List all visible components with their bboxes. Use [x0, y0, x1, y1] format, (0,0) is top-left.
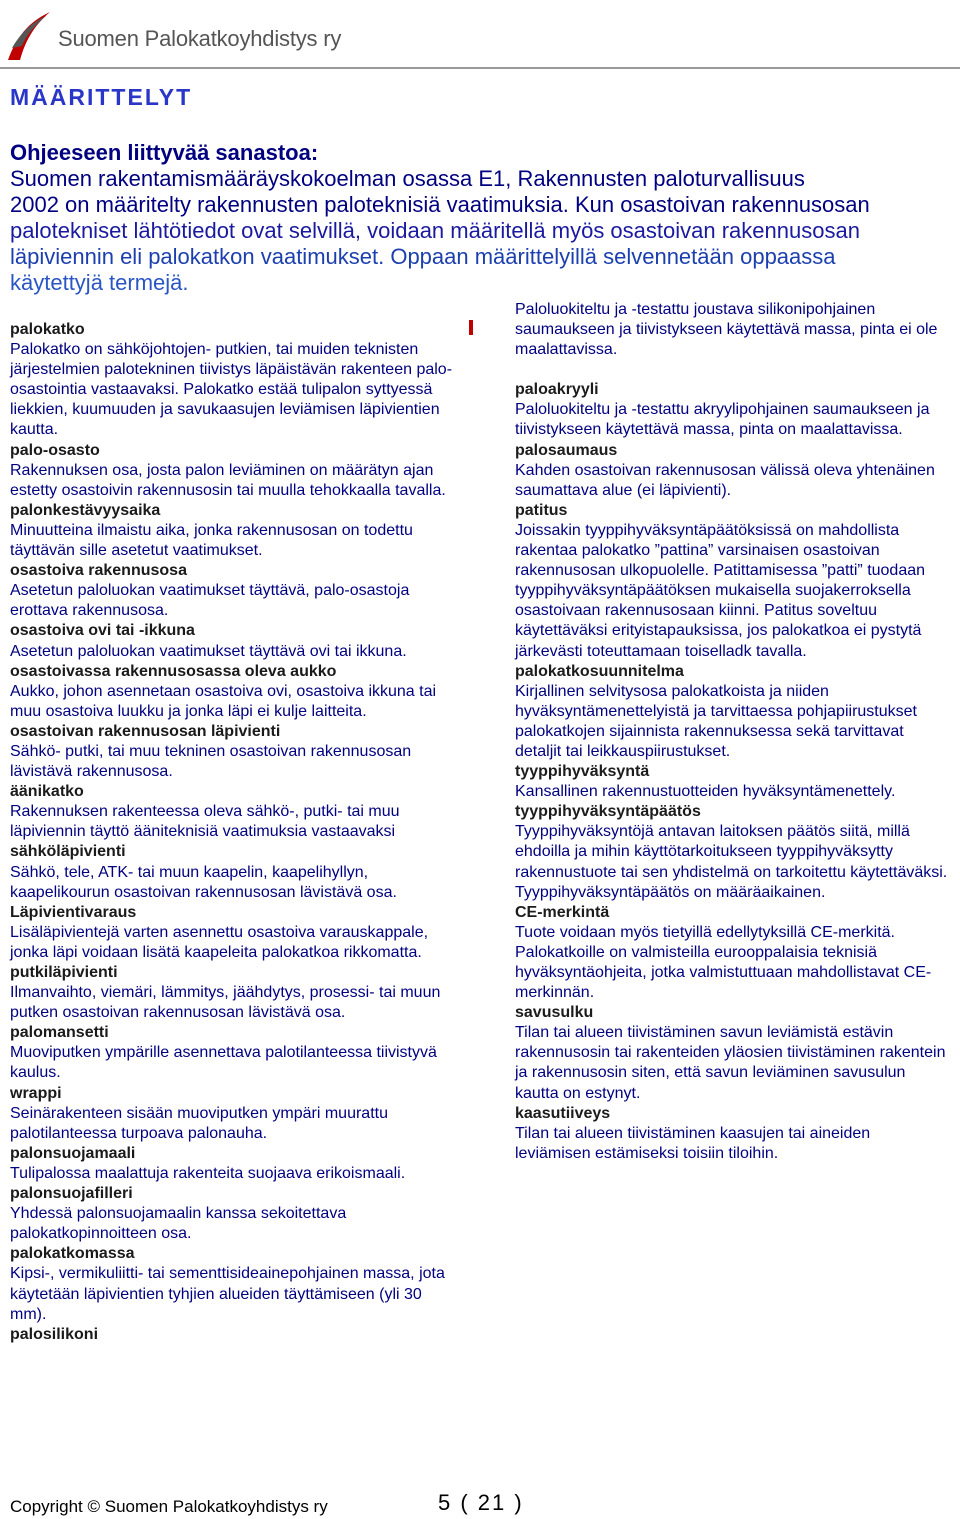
column-marker — [469, 320, 473, 335]
term-definition: Lisäläpivientejä varten asennettu osastoiva varauskappale, jonka läpi voidaan lisätä kaapeleita palokatkoa rikkomatta. — [10, 923, 429, 961]
term-heading: palonkestävyysaika — [10, 501, 161, 519]
term-definition: Tilan tai alueen tiivistäminen kaasujen tai aineiden leviämisen estämiseksi toisiin tiloihin. — [515, 1124, 871, 1162]
term-heading: palokatko — [10, 321, 85, 338]
term-heading: putkiläpivienti — [10, 964, 118, 981]
intro-paragraph — [10, 166, 945, 296]
logo-text: Suomen Palokatkoyhdistys ry — [58, 26, 342, 51]
term-heading: savusulku — [515, 1004, 594, 1022]
term-heading: tyyppihyväksyntä — [515, 763, 650, 781]
term-heading: palomansetti — [10, 1024, 109, 1042]
term-heading: CE-merkintä — [515, 903, 610, 921]
term-definition: Joissakin tyyppihyväksyntäpäätöksissä on mahdollista rakentaa palokatko ”pattina” varsinaisen osastoivan rakennusosan ulkopuolelle. Patittamisessa ”patti” tuodaan tyyppihyväksyntäpäätöksen mukaisella suojakerroksella osastoivaan rakennusosaan kiinni. Patitus soveltuu käytettäväksi erityistapauksissa, jos palokatkoa ei pystytä järkevästi toteuttamaan toiselladk tavalla. — [515, 521, 926, 660]
intro-line: 2002 on määritelty rakennusten paloteknisiä vaatimuksia. Kun osastoivan rakennusosan — [10, 192, 870, 217]
term-heading: wrappi — [10, 1084, 62, 1102]
term-definition: Rakennuksen rakenteessa oleva sähkö-, putki- tai muu läpiviennin täyttö ääniteknisiä vaatimuksia vastaavaksi — [10, 803, 400, 841]
term-definition: Rakennuksen osa, josta palon leviäminen on määrätyn ajan estetty osastoivin rakennusosin tai muulla tehokkaalla tavalla. — [10, 461, 446, 499]
term-heading: palonsuojafilleri — [10, 1185, 133, 1203]
term-definition: Sähkö- putki, tai muu tekninen osastoivan rakennusosan lävistävä rakennusosa. — [10, 742, 412, 781]
intro-line: läpiviennin eli palokatkon vaatimukset. Oppaan määrittelyillä selvennetään oppaassa — [10, 244, 836, 269]
term-definition: Seinärakenteen sisään muoviputken ympäri muurattu palotilanteessa turpoava palonauha. — [10, 1104, 388, 1142]
term-definition: Yhdessä palonsuojamaalin kanssa sekoitettava palokatkopinnoitteen osa. — [10, 1205, 347, 1243]
intro-heading: Ohjeeseen liittyvää sanastoa: — [10, 140, 319, 165]
right-column — [515, 300, 950, 1164]
term-definition: Aukko, johon asennetaan osastoiva ovi, osastoiva ikkuna tai muu osastoiva luukku ja jonka läpi ei kulje laitteita. — [10, 682, 437, 720]
page-number: 5 ( 21 ) — [438, 1490, 524, 1515]
term-heading: palonsuojamaali — [10, 1144, 136, 1162]
organization-logo — [6, 4, 606, 68]
term-definition: Paloluokiteltu ja -testattu akryylipohjainen saumaukseen ja tiivistykseen käytettävä massa, pinta on maalattavissa. — [515, 401, 930, 439]
left-column — [10, 320, 460, 1345]
term-definition: Kirjallinen selvitysosa palokatkoista ja niiden hyväksyntämenettelyistä ja tarvittaessa pohjapiirustukset palokatkojen sijainnista rakennuksessa sekä tarvittavat detaljit tai leikkauspiirustukset. — [515, 682, 917, 760]
term-heading: sähköläpivienti — [10, 843, 126, 861]
term-heading: osastoivassa rakennusosassa oleva aukko — [10, 662, 337, 680]
term-heading: osastoiva rakennusosa — [10, 562, 187, 580]
term-heading: Läpivientivaraus — [10, 903, 137, 921]
intro-line: palotekniset lähtötiedot ovat selvillä, voidaan määritellä myös osastoivan rakennusosan — [10, 218, 860, 243]
term-heading: osastoivan rakennusosan läpivienti — [10, 722, 281, 740]
term-definition: Ilmanvaihto, viemäri, lämmitys, jäähdytys, prosessi- tai muun putken osastoivan rakennusosan lävistävä osa. — [10, 984, 441, 1022]
intro-line: käytettyjä termejä. — [10, 270, 189, 295]
swoosh-logo-icon — [6, 8, 52, 62]
term-heading: osastoiva ovi tai -ikkuna — [10, 622, 195, 640]
term-heading: palosilikoni — [10, 1325, 99, 1343]
spacer — [515, 360, 950, 380]
term-definition: Palokatko on sähköjohtojen- putkien, tai muiden teknisten järjestelmien palotekninen tiivistys läpäistävän rakenteen palo-osastointia vastaavaksi. Palokatko estää tulipalon syttyessä liekkien, kuumuuden ja savukaasujen leviämisen läpivientien kautta. — [10, 341, 453, 439]
term-heading: kaasutiiveys — [515, 1104, 611, 1122]
term-definition: Sähkö, tele, ATK- tai muun kaapelin, kaapelihyllyn, kaapelikourun osastoivan rakennusosan lävistävä osa. — [10, 863, 397, 901]
term-definition: Tyyppihyväksyntöjä antavan laitoksen päätös siitä, millä ehdoilla ja mihin käyttötarkoitukseen tyyppihyväksytty rakennustuote tai sen yhdistelmä on tarkoitettu käytettäväksi. Tyyppihyväksyntäpäätös on määräaikainen. — [515, 823, 948, 901]
term-heading: palosaumaus — [515, 441, 618, 459]
term-heading: patitus — [515, 501, 568, 519]
term-heading: palokatkosuunnitelma — [515, 662, 684, 680]
term-definition: Tulipalossa maalattuja rakenteita suojaava erikoismaali. — [10, 1164, 406, 1182]
term-heading: äänikatko — [10, 783, 84, 801]
term-definition: Tilan tai alueen tiivistäminen savun leviämistä estävin rakennusosin tai rakenteiden yläosien tiivistäminen rakentein ja rakennusosin siten, että savun leviäminen savusulun kautta on estynyt. — [515, 1024, 946, 1102]
term-heading: palo-osasto — [10, 441, 100, 459]
footer-copyright: Copyright © Suomen Palokatkoyhdistys ry — [10, 1497, 328, 1516]
term-definition: Kansallinen rakennustuotteiden hyväksyntämenettely. — [515, 783, 896, 801]
intro-line: Suomen rakentamismääräyskokoelman osassa E1, Rakennusten paloturvallisuus — [10, 166, 805, 191]
page-title: MÄÄRITTELYT — [10, 84, 193, 110]
term-definition: Kahden osastoivan rakennusosan välissä oleva yhtenäinen saumattava alue (ei läpivienti). — [515, 461, 935, 499]
term-heading: paloakryyli — [515, 381, 599, 399]
header-divider — [0, 67, 960, 69]
term-heading: tyyppihyväksyntäpäätös — [515, 803, 701, 821]
term-definition: Kipsi-, vermikuliitti- tai sementtisideainepohjainen massa, jota käytetään läpivientien tyhjien alueiden täyttämiseen (yli 30 mm). — [10, 1265, 445, 1323]
term-definition: Paloluokiteltu ja -testattu joustava silikonipohjainen saumaukseen ja tiivistykseen käytettävä massa, pinta ei ole maalattavissa. — [515, 301, 938, 359]
term-definition: Muoviputken ympärille asennettava palotilanteessa tiivistyvä kaulus. — [10, 1044, 437, 1082]
term-heading: palokatkomassa — [10, 1245, 135, 1263]
term-definition: Minuutteina ilmaistu aika, jonka rakennusosan on todettu täyttävän sille asetetut vaatimukset. — [10, 521, 413, 560]
term-definition: Tuote voidaan myös tietyillä edellytyksillä CE-merkitä. Palokatkoille on valmisteilla eurooppalaisia teknisiä hyväksyntäohjeita, jotka valmistuttuaan mahdollistavat CE-merkinnän. — [515, 923, 932, 1002]
term-definition: Asetetun paloluokan vaatimukset täyttävä, palo-osastoja erottava rakennusosa. — [10, 582, 410, 620]
term-definition: Asetetun paloluokan vaatimukset täyttävä ovi tai ikkuna. — [10, 642, 407, 660]
